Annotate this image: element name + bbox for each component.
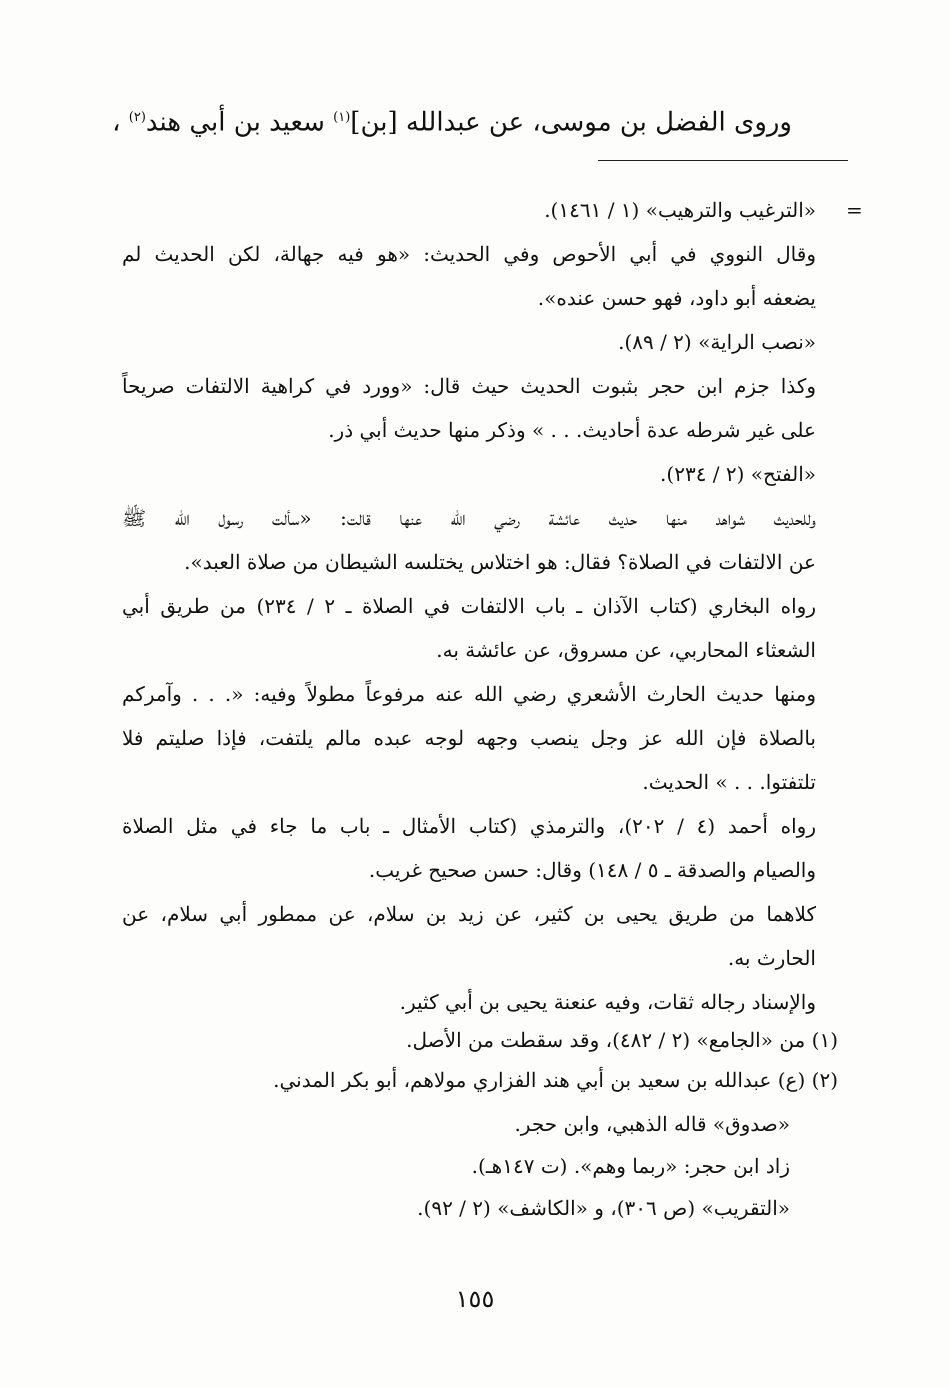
footnote-line: «صدوق» قاله الذهبي، وابن حجر. [514, 1112, 790, 1136]
note-line: «نصب الراية» (٢ / ٨٩). [618, 330, 816, 354]
main-text-part: ، [112, 107, 129, 138]
main-text-part: وروى الفضل بن موسى، عن عبدالله [بن] [350, 107, 792, 138]
note-line: رواه البخاري (كتاب الآذان ـ باب الالتفات في الصلاة ـ ٢ / ٢٣٤) من طريق أبي [122, 594, 816, 618]
footnote-separator [598, 160, 848, 161]
note-line: رواه أحمد (٤ / ٢٠٢)، والترمذي (كتاب الأمثال ـ باب ما جاء في مثل الصلاة [122, 814, 816, 838]
note-line: «الترغيب والترهيب» (١ / ١٤٦١). [544, 198, 816, 222]
footnote-1: (١) من «الجامع» (٢ / ٤٨٢)، وقد سقطت من الأصل. [406, 1028, 838, 1052]
note-line: الشعثاء المحاربي، عن مسروق، عن عائشة به. [436, 638, 816, 662]
note-line: على غير شرطه عدة أحاديث. . . » وذكر منها حديث أبي ذر. [328, 418, 816, 442]
main-text-part: سعيد بن أبي هند [145, 107, 334, 138]
footnote-2: (٢) (ع) عبدالله بن سعيد بن أبي هند الفزاري مولاهم، أبو بكر المدني. [273, 1068, 838, 1092]
note-line: يضعفه أبو داود، فهو حسن عنده». [537, 286, 816, 310]
note-line: عن الالتفات في الصلاة؟ فقال: هو اختلاس يختلسه الشيطان من صلاة العبد». [184, 550, 816, 574]
note-line: كلاهما من طريق يحيى بن كثير، عن زيد بن سلام، عن ممطور أبي سلام، عن [122, 902, 816, 926]
note-line: بالصلاة فإن الله عز وجل ينصب وجهه لوجه عبده مالم يلتفت، فإذا صليتم فلا [122, 726, 816, 750]
note-line: ومنها حديث الحارث الأشعري رضي الله عنه مرفوعاً مطولاً وفيه: «. . . وآمركم [122, 682, 816, 706]
footnote-ref-1: (١) [333, 110, 351, 125]
note-line: «الفتح» (٢ / ٢٣٤). [660, 462, 816, 486]
note-line: وقال النووي في أبي الأحوص وفي الحديث: «هو فيه جهالة، لكن الحديث لم [122, 242, 816, 266]
note-line: والإسناد رجاله ثقات، وفيه عنعنة يحيى بن أبي كثير. [399, 990, 816, 1014]
note-line: والصيام والصدقة ـ ٥ / ١٤٨) وقال: حسن صحيح غريب. [368, 858, 816, 882]
continuation-mark: = [846, 198, 863, 222]
note-line: وللحديث شواهد منها حديث عائشة رضي الله عنها قالت: «سألت رسول الله ﷺ [122, 506, 816, 530]
main-text-line [112, 98, 792, 143]
footnote-line: زاد ابن حجر: «ربما وهم». (ت ١٤٧هـ). [471, 1154, 790, 1178]
footnote-line: «التقريب» (ص ٣٠٦)، و «الكاشف» (٢ / ٩٢). [417, 1196, 790, 1220]
note-line: تلتفتوا. . . » الحديث. [642, 770, 816, 794]
footnote-ref-2: (٢) [128, 110, 146, 125]
note-line: وكذا جزم ابن حجر بثبوت الحديث حيث قال: «وورد في كراهية الالتفات صريحاً [122, 374, 816, 398]
page-number: ١٥٥ [455, 1285, 495, 1313]
note-line: الحارث به. [727, 946, 816, 970]
